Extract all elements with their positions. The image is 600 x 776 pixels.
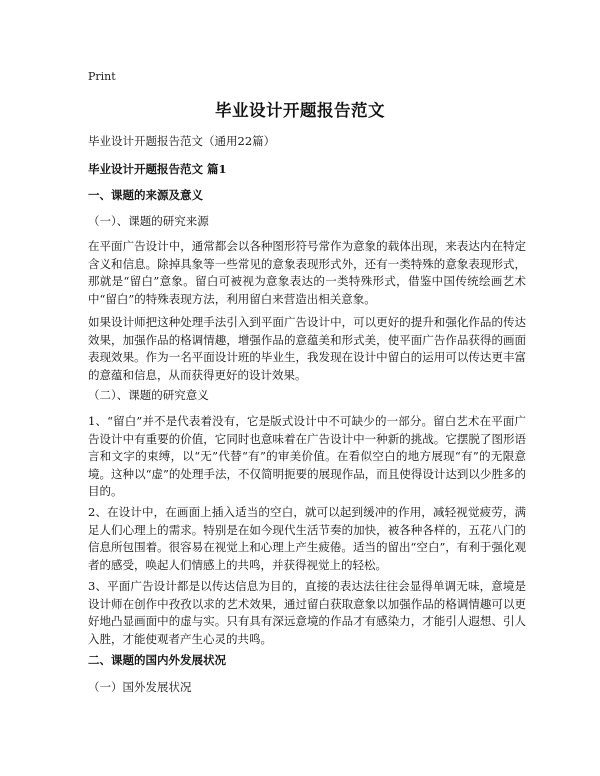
section-heading-1: 一、课题的来源及意义 [88, 188, 203, 202]
paragraph-2: 如果设计师把这种处理手法引入到平面广告设计中，可以更好的提升和强化作品的传达效果，加强作品的格调情趣，增强作品的意蕴美和形式美，使平面广告作品获得的画面表现效果。作为一名平面设计班的毕业生，我发现在设计中留白的运用可以传达更丰富的意蕴和信息，从而获得更好的设计效果。 [88, 315, 526, 382]
paragraph-3: 1、“留白”并不是代表着没有，它是版式设计中不可缺少的一部分。留白艺术在平面广告设计中有重要的价值，它同时也意味着在广告设计中一种新的挑战。它摆脱了图形语言和文字的束缚，以“无”代替“有”的审美价值。在看似空白的地方展现“有”的无限意境。这种以“虚”的处理手法，不仅简明扼要的展现作品，而且使得设计达到以少胜多的目的。 [88, 414, 526, 498]
print-label: Print [88, 70, 116, 83]
paragraph-1: 在平面广告设计中，通常都会以各种图形符号常作为意象的载体出现，来表达内在特定含义和信息。除掉具象等一些常见的意象表现形式外，还有一类特殊的意象表现形式，那就是“留白”意象。留白可被视为意象表达的一类特殊形式，借鉴中国传统绘画艺术中“留白”的特殊表现方法，利用留白来营造出相关意象。 [88, 239, 526, 306]
part-heading: 毕业设计开题报告范文 篇1 [88, 162, 227, 176]
section-heading-2: 二、课题的国内外发展状况 [88, 653, 226, 667]
subsection-heading-1: （一）、课题的研究来源 [88, 214, 209, 228]
paragraph-4: 2、在设计中，在画面上插入适当的空白，就可以起到缓冲的作用，减轻视觉疲劳，满足人们心理上的需求。特别是在如今现代生活节奏的加快，被各种各样的，五花八门的信息所包围着。很容易在视觉上和心理上产生疲倦。适当的留出“空白”，有利于强化观者的感受，唤起人们情感上的共鸣，并获得视觉上的轻松。 [88, 505, 526, 572]
paragraph-5: 3、平面广告设计都是以传达信息为目的，直接的表达法往往会显得单调无味，意境是设计师在创作中孜孜以求的艺术效果，通过留白获取意象以加强作品的格调情趣可以更好地凸显画面中的虚与实。只有具有深远意境的作品才有感染力，才能引人遐想、引人入胜，才能使观者产生心灵的共鸣。 [88, 579, 526, 646]
subtitle: 毕业设计开题报告范文（通用22篇） [88, 134, 276, 148]
page-title: 毕业设计开题报告范文 [215, 101, 385, 120]
subsection-heading-3: （一）国外发展状况 [88, 680, 192, 694]
subsection-heading-2: （二）、课题的研究意义 [88, 388, 209, 402]
